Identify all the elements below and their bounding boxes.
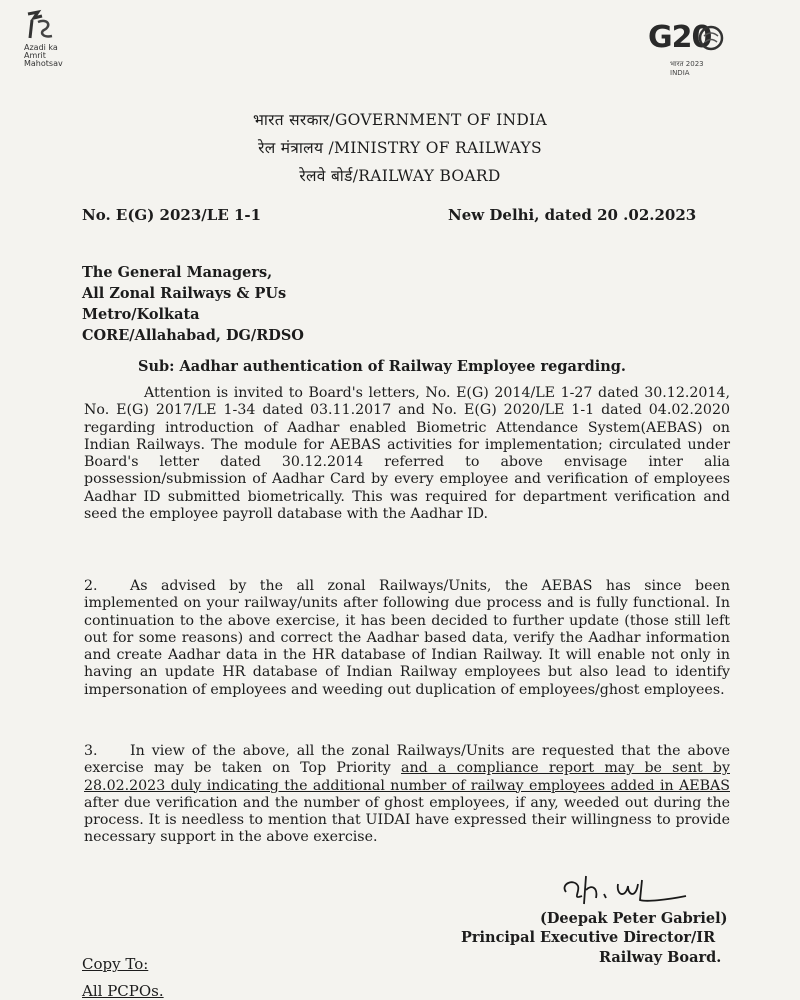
header-ministry: रेल मंत्रालय /MINISTRY OF RAILWAYS: [258, 139, 542, 157]
g20-logo: [648, 18, 718, 77]
letter-reference-number: No. E(G) 2023/LE 1-1: [82, 206, 262, 224]
addressee-line: All Zonal Railways & PUs: [82, 285, 287, 302]
addressee-line: Metro/Kolkata: [82, 306, 200, 323]
paragraph-3: [84, 743, 730, 847]
header-government: भारत सरकार/GOVERNMENT OF INDIA: [252, 111, 548, 129]
g20-logo-subtitle: भारत 2023 INDIA: [670, 60, 704, 77]
g20-logo-text: G20: [648, 20, 712, 55]
emblem-caption: Azadi ka Amrit Mahotsav: [24, 43, 63, 68]
emblem-icon: [22, 8, 62, 44]
azadi-ka-amrit-mahotsav-logo: [22, 8, 82, 66]
paragraph-2-text: As advised by the all zonal Railways/Units, the AEBAS has since been implemented on your railway/units after following due process and is fully functional. In continuation to the above exercise, it has been decided to further update (those still left out for some reasons) and correct the Aadhar based data, verify the Aadhar information and create Aadhar data in the HR database of Indian Railway. It will enable not only in having an update HR database of Indian Railway employees but also lead to identify impersonation of employees and weeding out duplication of employees/ghost employees.: [84, 578, 730, 698]
copy-to-label: Copy To:: [82, 955, 149, 973]
header-board: रेलवे बोर्ड/RAILWAY BOARD: [299, 167, 501, 185]
paragraph-1: Attention is invited to Board's letters, No. E(G) 2014/LE 1-27 dated 30.12.2014, No. E(G) 2017/LE 1-34 dated 03.11.2017 and No. E(G) 2020/LE 1-1 dated 04.02.2020 regarding introduction of Aadhar enabled Biometric Attendance System(AEBAS) on Indian Railways. The module for AEBAS activities for implementation; circulated under Board's letter dated 30.12.2014 referred to above envisage inter alia possession/submission of Aadhar Card by every employee and verification of employees Aadhar ID submitted biometrically. This was required for department verification and seed the employee payroll database with the Aadhar ID.: [84, 385, 730, 523]
paragraph-number: 3.: [84, 743, 98, 759]
addressee-line: The General Managers,: [82, 264, 273, 281]
subject-line: Sub: Aadhar authentication of Railway Employee regarding.: [138, 358, 626, 375]
letter-date: New Delhi, dated 20 .02.2023: [448, 206, 697, 224]
addressee-block: [82, 262, 304, 346]
copy-recipients: All PCPOs.: [82, 982, 164, 1000]
paragraph-number: 2.: [84, 578, 98, 594]
paragraph-3-underlined-text: and a compliance report may be sent by 28.02.2023 duly indicating the additional number of railway employees added in AEBAS: [84, 760, 730, 794]
paragraph-3-text-end: after due verification and the number of ghost employees, if any, weeded out during the process. It is needless to mention that UIDAI have expressed their willingness to provide necessary support in the above exercise.: [84, 794, 730, 846]
signatory-name: (Deepak Peter Gabriel): [540, 910, 728, 927]
handwritten-signature: [556, 870, 726, 910]
signatory-designation: Principal Executive Director/IR: [461, 929, 716, 946]
signatory-office: Railway Board.: [599, 949, 722, 966]
paragraph-3-text: In view of the above, all the zonal Railways/Units are requested that the above exercise may be taken on Top Priority: [84, 743, 730, 777]
globe-lotus-icon: [698, 24, 724, 52]
addressee-line: CORE/Allahabad, DG/RDSO: [82, 327, 304, 344]
paragraph-2: [84, 578, 730, 699]
